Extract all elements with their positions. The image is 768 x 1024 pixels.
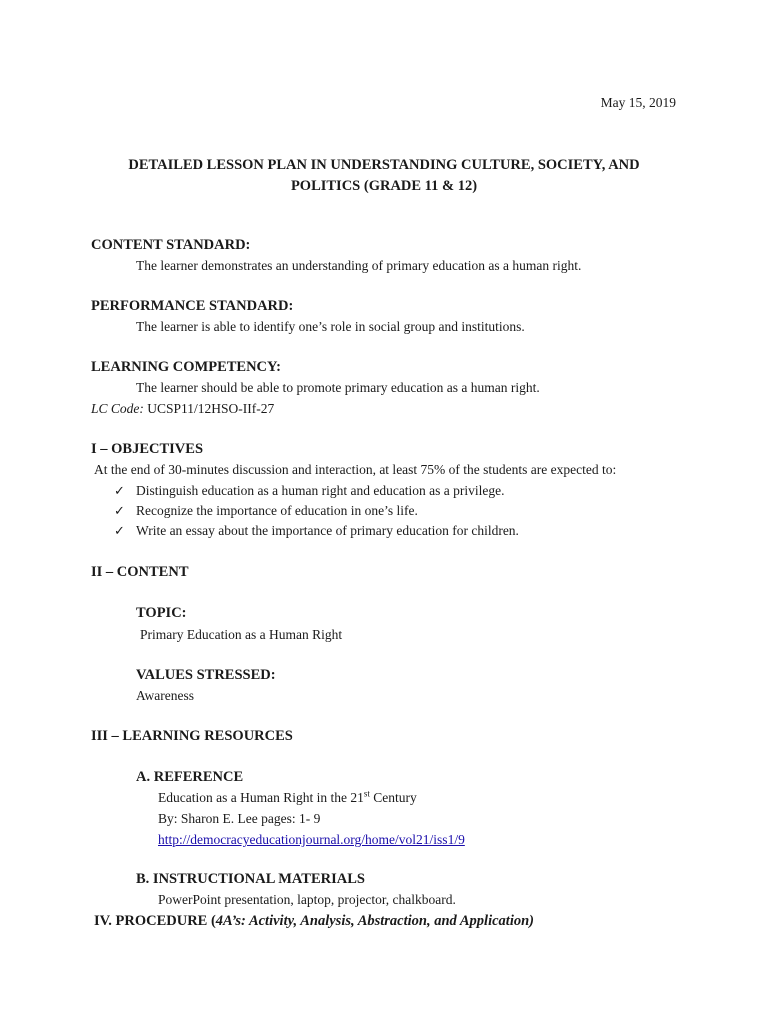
instructional-materials-text: PowerPoint presentation, laptop, projector, chalkboard. [158, 892, 456, 907]
values-stressed-heading: VALUES STRESSED: [136, 667, 276, 683]
instructional-materials-heading: B. INSTRUCTIONAL MATERIALS [136, 871, 365, 887]
learning-resources-heading: III – LEARNING RESOURCES [91, 728, 293, 744]
checkmark-icon: ✓ [114, 523, 125, 538]
checkmark-icon: ✓ [114, 483, 125, 498]
reference-link-line [158, 832, 465, 848]
reference-heading: A. REFERENCE [136, 769, 244, 785]
objectives-intro: At the end of 30-minutes discussion and interaction, at least 75% of the students are expected to: [94, 462, 617, 477]
reference-author: By: Sharon E. Lee pages: 1- 9 [158, 811, 321, 826]
performance-standard-heading: PERFORMANCE STANDARD: [91, 298, 294, 314]
content-standard-text: The learner demonstrates an understanding of primary education as a human right. [136, 258, 582, 273]
objectives-heading: I – OBJECTIVES [91, 441, 204, 457]
title-line-2: POLITICS (GRADE 11 & 12) [290, 178, 478, 194]
document-title [0, 155, 768, 197]
objective-item [114, 523, 519, 539]
learning-competency-text: The learner should be able to promote primary education as a human right. [136, 380, 540, 395]
objective-item [114, 483, 505, 499]
reference-title-main: Education as a Human Right in the 21 [158, 790, 364, 805]
topic-heading: TOPIC: [136, 605, 187, 621]
procedure-heading-italic: 4A’s: Activity, Analysis, Abstraction, and Application) [215, 913, 535, 929]
values-stressed-text: Awareness [136, 688, 194, 703]
document-date: May 15, 2019 [600, 95, 676, 110]
objective-item [114, 503, 418, 519]
checkmark-icon: ✓ [114, 503, 125, 518]
topic-text: Primary Education as a Human Right [140, 627, 343, 642]
reference-title [158, 790, 417, 806]
title-line-1: DETAILED LESSON PLAN IN UNDERSTANDING CULTURE, SOCIETY, AND [128, 157, 640, 173]
reference-title-superscript: st [363, 788, 370, 799]
content-standard-heading: CONTENT STANDARD: [91, 237, 251, 253]
performance-standard-text: The learner is able to identify one’s role in social group and institutions. [136, 319, 525, 334]
lc-code-label: LC Code: [91, 401, 144, 416]
objective-text: Distinguish education as a human right and education as a privilege. [136, 483, 505, 498]
lc-code-line [91, 401, 274, 417]
objective-text: Write an essay about the importance of primary education for children. [136, 523, 519, 538]
learning-competency-heading: LEARNING COMPETENCY: [91, 359, 281, 375]
reference-link[interactable]: http://democracyeducationjournal.org/home/vol21/iss1/9 [158, 832, 465, 847]
lc-code-value: UCSP11/12HSO-IIf-27 [147, 401, 275, 416]
procedure-heading-prefix: IV. PROCEDURE ( [94, 913, 216, 929]
content-heading: II – CONTENT [91, 564, 189, 580]
objective-text: Recognize the importance of education in one’s life. [136, 503, 418, 518]
reference-title-end: Century [369, 790, 417, 805]
procedure-heading [94, 913, 534, 930]
